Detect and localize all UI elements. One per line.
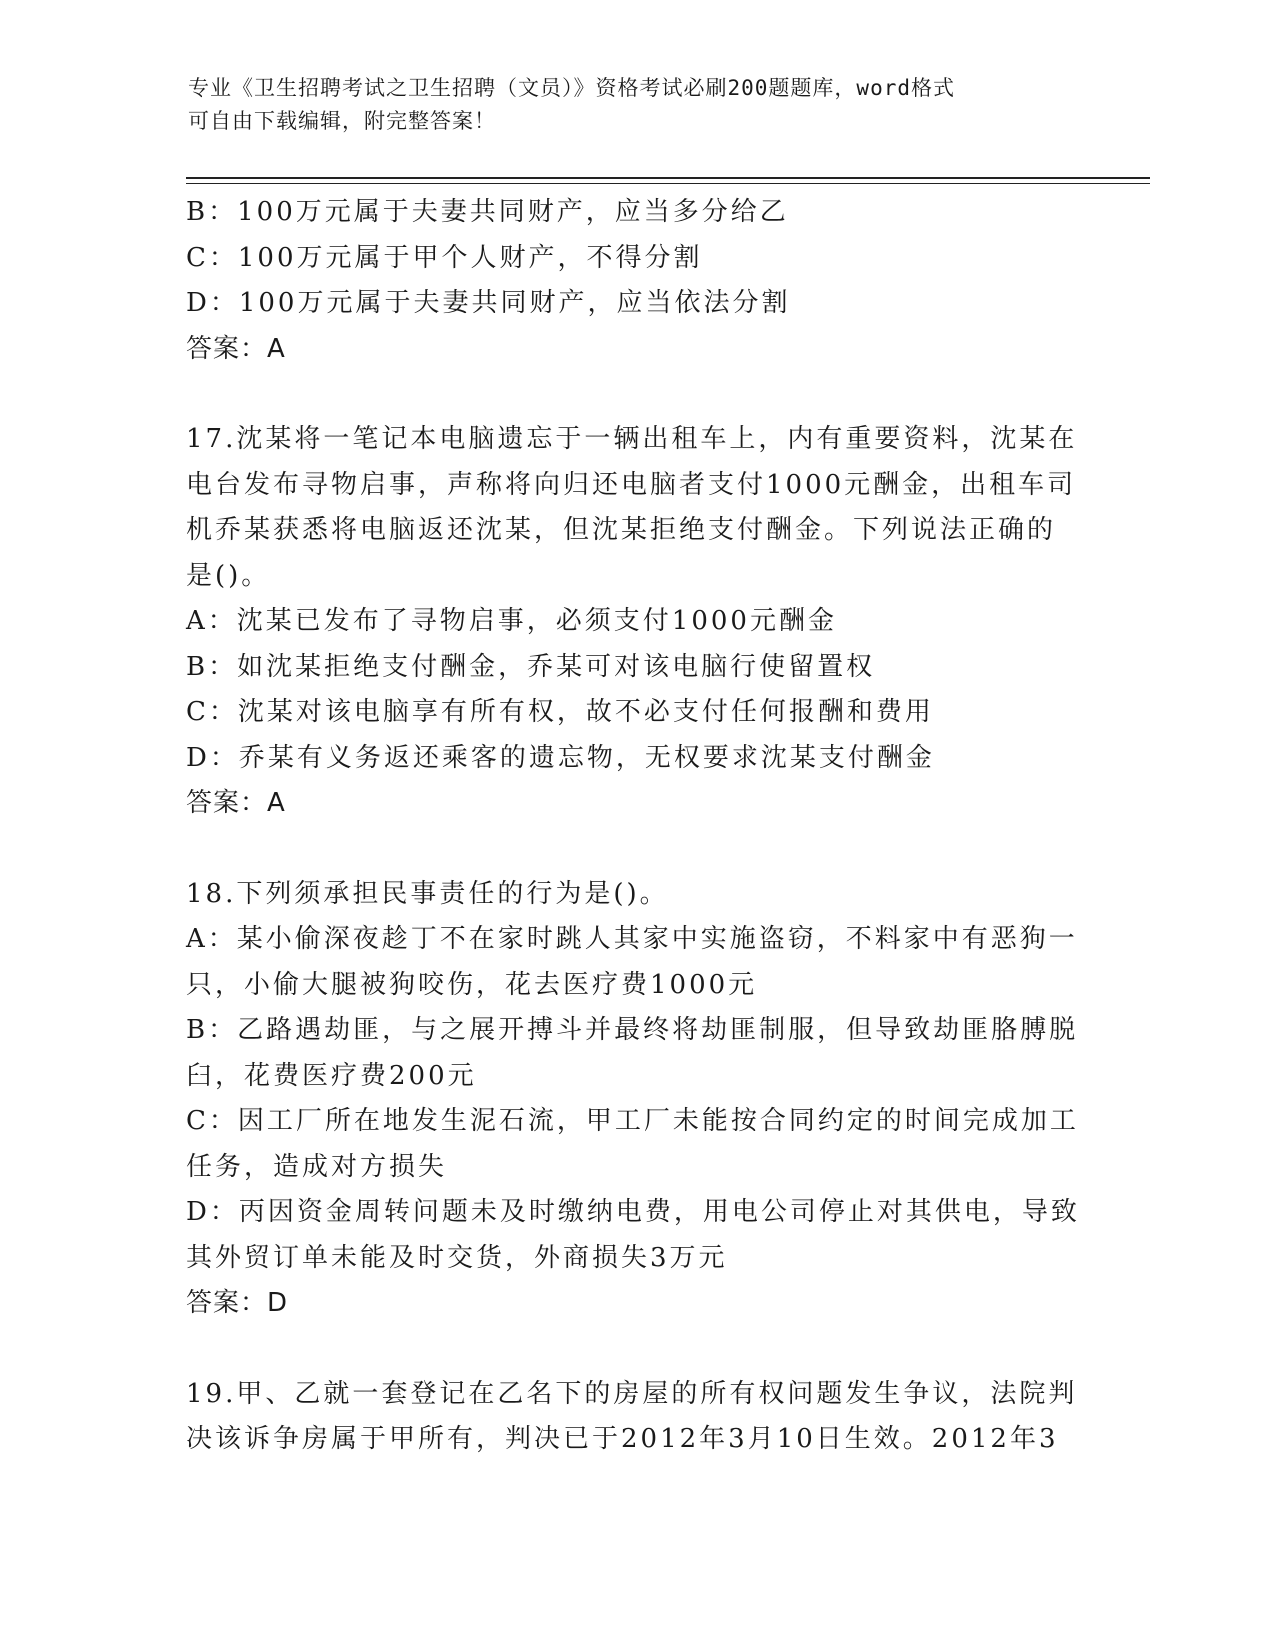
option-c: C：因工厂所在地发生泥石流，甲工厂未能按合同约定的时间完成加工 — [186, 1106, 1079, 1136]
option-a-continued: 只，小偷大腿被狗咬伤，花去医疗费1000元 — [186, 969, 758, 1000]
question-stem-line: 是()。 — [186, 560, 271, 591]
header-line-1: 专业《卫生招聘考试之卫生招聘（文员）》资格考试必刷200题题库，word格式 — [188, 76, 955, 100]
answer-line: 答案：A — [186, 333, 286, 364]
document-body — [186, 190, 1086, 1463]
question-18 — [186, 872, 1086, 1327]
spacer — [186, 827, 1086, 872]
option-c: C：100万元属于甲个人财产，不得分割 — [186, 242, 703, 273]
header-line-2: 可自由下载编辑，附完整答案！ — [188, 109, 496, 133]
question-19 — [186, 1372, 1086, 1463]
question-16-remainder — [186, 190, 1086, 372]
header-divider-thick — [186, 177, 1150, 179]
option-d: D：乔某有义务返还乘客的遗忘物，无权要求沈某支付酬金 — [186, 742, 935, 773]
question-17 — [186, 417, 1086, 827]
header-divider-thin — [186, 183, 1150, 184]
spacer — [186, 372, 1086, 417]
option-b-continued: 臼，花费医疗费200元 — [186, 1060, 477, 1091]
option-b: B：如沈某拒绝支付酬金，乔某可对该电脑行使留置权 — [186, 651, 876, 682]
question-stem-line: 17.沈某将一笔记本电脑遗忘于一辆出租车上，内有重要资料，沈某在 — [186, 424, 1078, 454]
answer-line: 答案：D — [186, 1288, 289, 1318]
option-c: C：沈某对该电脑享有所有权，故不必支付任何报酬和费用 — [186, 697, 934, 727]
question-stem-line: 机乔某获悉将电脑返还沈某，但沈某拒绝支付酬金。下列说法正确的 — [186, 515, 1057, 545]
option-d: D：丙因资金周转问题未及时缴纳电费，用电公司停止对其供电，导致 — [186, 1197, 1080, 1227]
option-c-continued: 任务，造成对方损失 — [186, 1151, 448, 1182]
spacer — [186, 1327, 1086, 1372]
answer-line: 答案：A — [186, 788, 286, 818]
question-stem-line: 决该诉争房属于甲所有，判决已于2012年3月10日生效。2012年3 — [186, 1424, 1059, 1454]
document-header — [188, 72, 1068, 138]
option-a: A：沈某已发布了寻物启事，必须支付1000元酬金 — [186, 606, 837, 636]
option-d: D：100万元属于夫妻共同财产，应当依法分割 — [186, 288, 791, 318]
option-b: B：乙路遇劫匪，与之展开搏斗并最终将劫匪制服，但导致劫匪胳膊脱 — [186, 1015, 1079, 1045]
option-a: A：某小偷深夜趁丁不在家时跳人其家中实施盗窃，不料家中有恶狗一 — [186, 924, 1078, 954]
question-stem-line: 19.甲、乙就一套登记在乙名下的房屋的所有权问题发生争议，法院判 — [186, 1378, 1078, 1409]
question-stem-line: 18.下列须承担民事责任的行为是()。 — [186, 878, 669, 909]
option-d-continued: 其外贸订单未能及时交货，外商损失3万元 — [186, 1242, 728, 1273]
question-stem-line: 电台发布寻物启事，声称将向归还电脑者支付1000元酬金，出租车司 — [186, 469, 1077, 500]
option-b: B：100万元属于夫妻共同财产，应当多分给乙 — [186, 197, 789, 227]
